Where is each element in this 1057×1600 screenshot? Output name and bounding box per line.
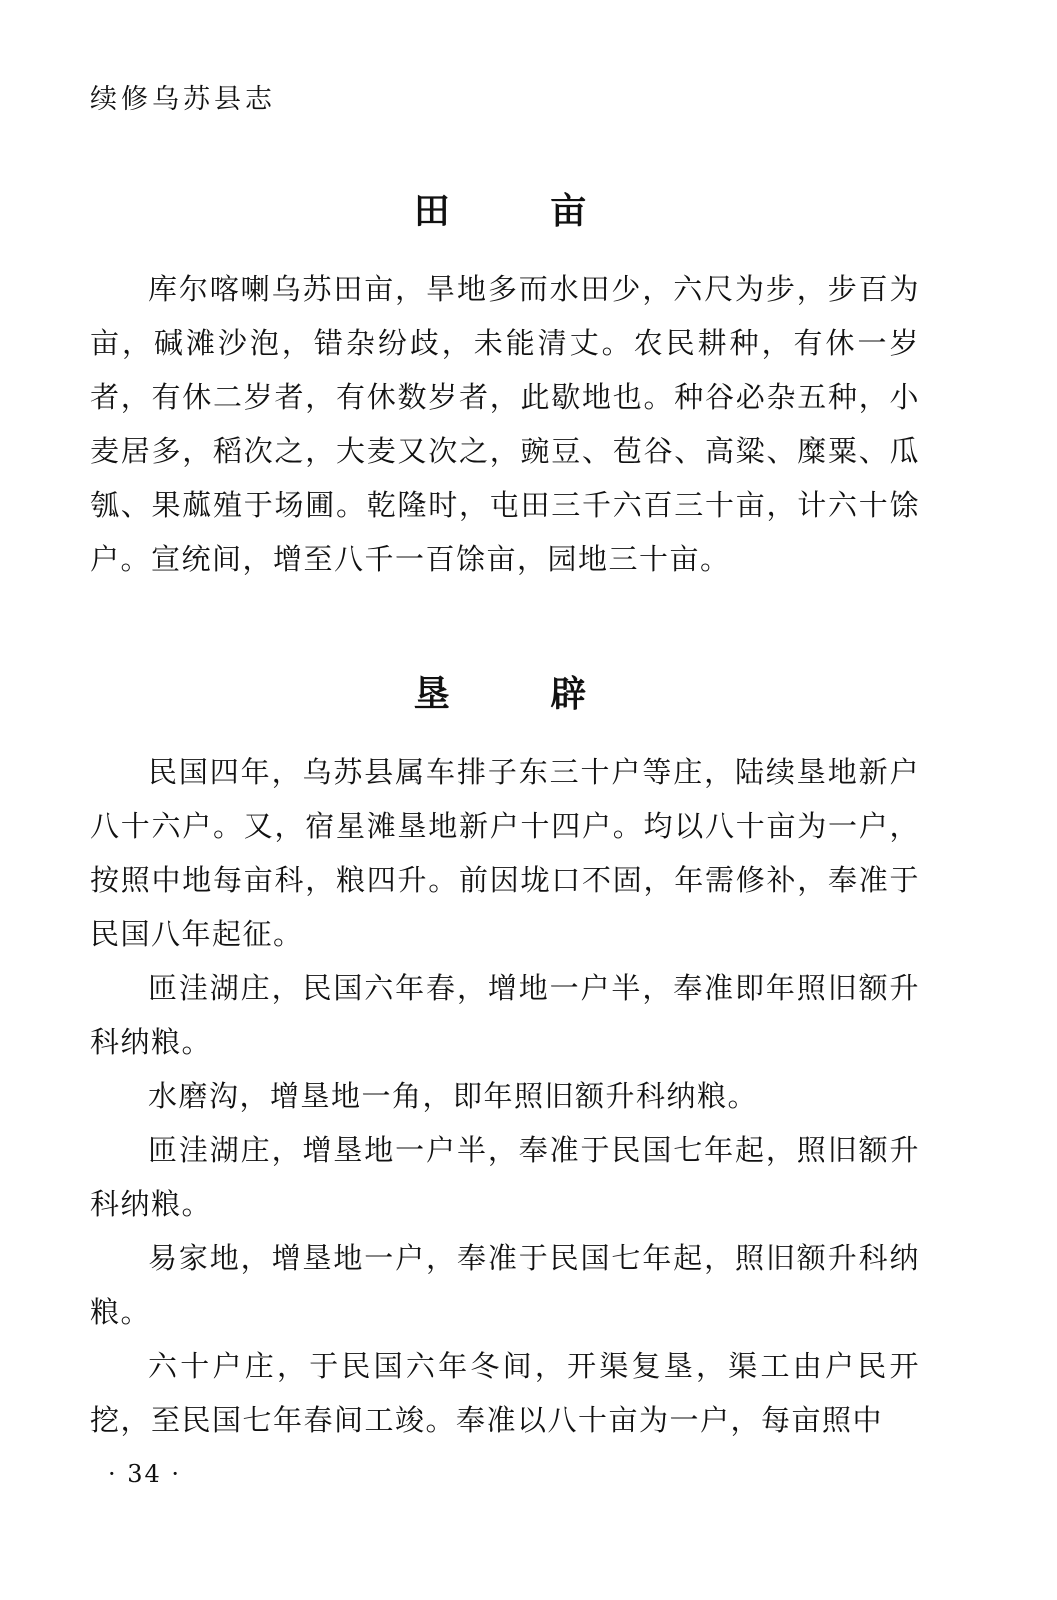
section-body-tianmu [90,262,920,586]
section-title-tianmu: 田 亩 [413,190,631,232]
paragraph: 易家地，增垦地一户，奉准于民国七年起，照旧额升科纳粮。 [90,1241,920,1329]
paragraph: 水磨沟，增垦地一角，即年照旧额升科纳粮。 [148,1079,759,1113]
paragraph: 匝洼湖庄，增垦地一户半，奉准于民国七年起，照旧额升科纳粮。 [90,1133,920,1221]
paragraph: 匝洼湖庄，民国六年春，增地一户半，奉准即年照旧额升科纳粮。 [90,971,920,1059]
paragraph: 库尔喀喇乌苏田亩，旱地多而水田少，六尺为步，步百为亩，碱滩沙泡，错杂纷歧，未能清丈。农民耕种，有休一岁者，有休二岁者，有休数岁者，此歇地也。种谷必杂五种，小麦居多，稻次之，大麦又次之，豌豆、苞谷、高粱、糜粟、瓜瓠、果蓏殖于场圃。乾隆时，屯田三千六百三十亩，计六十馀户。宣统间，增至八千一百馀亩，园地三十亩。 [90,272,920,576]
paragraph: 民国四年，乌苏县属车排子东三十户等庄，陆续垦地新户八十六户。又，宿星滩垦地新户十四户。均以八十亩为一户，按照中地每亩科，粮四升。前因垅口不固，年需修补，奉准于民国八年起征。 [90,755,920,951]
running-header: 续修乌苏县志 [90,84,276,115]
section-title-kenpi: 垦 辟 [413,673,631,715]
paragraph: 六十户庄，于民国六年冬间，开渠复垦，渠工由户民开挖，至民国七年春间工竣。奉准以八十亩为一户，每亩照中 [90,1349,920,1437]
section-body-kenpi [90,745,920,1447]
page-number: · 34 · [108,1460,182,1488]
